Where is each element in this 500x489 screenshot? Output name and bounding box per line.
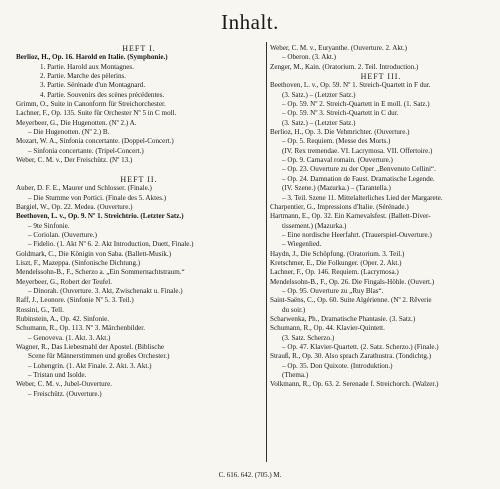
section-heading: HEFT III. xyxy=(360,72,402,82)
contents-entry: 3. Partie. Sérénade d'un Montagnard. xyxy=(40,81,146,90)
contents-entry: Weber, C. M. v., Der Freischütz. (Nº 13.) xyxy=(16,156,133,165)
contents-entry: Beethoven, L. v., Op. 9. Nº 1. Streichtrio. (Letzter Satz.) xyxy=(16,212,184,221)
contents-entry: (3. Satz. Scherzo.) xyxy=(282,333,335,342)
contents-entry: – Tristan und Isolde. xyxy=(28,371,87,380)
contents-entry: – Fidelio. (1. Akt Nº 6. 2. Akt Introduction, Duett, Finale.) xyxy=(28,240,194,249)
contents-entry: Lachner, F., Op. 146. Requiem. (Lacrymosa.) xyxy=(270,268,399,277)
contents-entry: Scene für Männerstimmen und großes Orchester.) xyxy=(28,352,170,361)
contents-entry: Kretschmer, E., Die Folkunger. (Oper. 2. Akt.) xyxy=(270,258,402,267)
contents-entry: Lachner, F., Op. 135. Suite für Orchester Nº 5 in C moll. xyxy=(16,109,177,118)
contents-entry: – Op. 59. Nº 3. Streich-Quartett in C dur. xyxy=(282,109,399,118)
contents-entry: Berlioz, H., Op. 16. Harold en Italie. (Symphonie.) xyxy=(16,53,168,62)
contents-entry: – Dinorah. (Ouverture. 3. Akt, Zwischenakt u. Finale.) xyxy=(28,286,183,295)
contents-entry: Schumann, R., Op. 44. Klavier-Quintett. xyxy=(270,324,385,333)
contents-entry: Charpentier, G., Impressions d'Italie. (Sérénade.) xyxy=(270,202,409,211)
contents-entry: Weber, C. M. v., Jubel-Ouverture. xyxy=(16,380,112,389)
contents-entry: Zenger, M., Kain. (Oratorium. 2. Teil. Introduction.) xyxy=(270,62,419,71)
contents-entry: – 9te Sinfonie. xyxy=(28,221,70,230)
contents-entry: Hartmann, E., Op. 32. Ein Karnevalsfest. (Ballett-Diver- xyxy=(270,212,431,221)
contents-entry: Liszt, F., Mazeppa. (Sinfonische Dichtung.) xyxy=(16,258,141,267)
contents-entry: (IV. Szene.) (Mazurka.) – (Tarantella.) xyxy=(282,184,391,193)
contents-entry: Haydn, J., Die Schöpfung. (Oratorium. 3. Teil.) xyxy=(270,249,405,258)
contents-entry: Saint-Saëns, C., Op. 60. Suite Algérienne. (Nº 2. Rêverie xyxy=(270,296,432,305)
plate-number: C. 616. 642. (705.) M. xyxy=(218,471,282,479)
column-divider xyxy=(266,42,267,462)
contents-entry: Mendelssohn-B., F., Scherzo a. „Ein Sommernachtstraum.“ xyxy=(16,268,185,277)
contents-entry: – Die Stumme von Portici. (Finale des 5. Aktes.) xyxy=(28,193,167,202)
contents-entry: 1. Partie. Harold aux Montagnes. xyxy=(40,62,134,71)
contents-entry: – Op. 95. Ouverture zu „Ruy Blas“. xyxy=(282,286,384,295)
contents-entry: Rubinstein, A., Op. 42. Sinfonie. xyxy=(16,314,110,323)
contents-entry: (IV. Rex tremendae. VI. Lacrymosa. VII. Offertoire.) xyxy=(282,146,433,155)
contents-entry: Raff, J., Leonore. (Sinfonie Nº 5. 3. Teil.) xyxy=(16,296,134,305)
contents-entry: – Op. 59. Nº 2. Streich-Quartett in E moll. (1. Satz.) xyxy=(282,100,430,109)
contents-entry: tissement.) (Mazurka.) xyxy=(282,221,347,230)
contents-entry: – Sinfonia concertante. (Tripel-Concert.) xyxy=(28,146,144,155)
contents-entry xyxy=(16,165,262,174)
contents-entry: Weber, C. M. v., Euryanthe. (Ouverture. 2. Akt.) xyxy=(270,44,407,52)
contents-entry: Meyerbeer, G., Robert der Teufel. xyxy=(16,277,112,286)
contents-entry: Wagner, R., Das Liebesmahl der Apostel. (Biblische xyxy=(16,343,165,351)
contents-entry: (3. Satz.) – (Letzter Satz.) xyxy=(282,118,356,127)
contents-entry: 2. Partie. Marche des pèlerins. xyxy=(40,72,127,81)
contents-entry: – Freischütz. (Ouverture.) xyxy=(28,389,102,398)
contents-entry: – Die Hugenotten. (Nº 2.) B. xyxy=(28,128,110,137)
contents-entry: – Op. 24. Damnation de Faust. Dramatische Legende. xyxy=(282,174,435,183)
contents-entry: – 3. Teil. Szene 11. Mittelalterliches Lied der Margarete. xyxy=(282,193,443,202)
contents-entry: Grimm, O., Suite in Canonform für Streichorchester. xyxy=(16,100,166,109)
contents-entry: Mendelssohn-B., F., Op. 26. Die Fingals-Höhle. (Ouvert.) xyxy=(270,277,435,286)
contents-entry: – Op. 47. Klavier-Quartett. (2. Satz. Scherzo.) (Finale.) xyxy=(282,343,439,351)
contents-right-column xyxy=(270,44,492,390)
contents-entry: Beethoven, L. v., Op. 59. Nº 1. Streich-Quartett in F dur. xyxy=(270,81,431,90)
contents-entry: Meyerbeer, G., Die Hugenotten. (Nº 2.) A. xyxy=(16,118,137,127)
contents-entry: – Genoveva. (1. Akt. 3. Akt.) xyxy=(28,333,111,342)
section-heading: HEFT II. xyxy=(120,174,158,184)
contents-entry: – Coriolan. (Ouverture.) xyxy=(28,230,97,239)
contents-entry: Scharwenka, Ph., Dramatische Phantasie. (3. Satz.) xyxy=(270,314,416,323)
contents-entry: Goldmark, C., Die Königin von Saba. (Ballett-Musik.) xyxy=(16,249,172,258)
contents-entry: du soir.) xyxy=(282,305,306,314)
contents-entry: – Wiegenlied. xyxy=(282,240,322,249)
contents-entry: Bargiel, W., Op. 22. Medea. (Ouverture.) xyxy=(16,202,133,211)
contents-entry: – Op. 23. Ouverture zu der Oper „Benvenuto Cellini“. xyxy=(282,165,436,174)
contents-entry: – Lohengrin. (1. Akt Finale. 2. Akt. 3. Akt.) xyxy=(28,361,152,370)
contents-entry: Auber, D. F. E., Maurer und Schlosser. (Finale.) xyxy=(16,184,152,193)
section-heading: HEFT I. xyxy=(122,44,156,53)
contents-left-column xyxy=(16,44,262,399)
contents-entry: – Oberon. (3. Akt.) xyxy=(282,53,336,62)
contents-entry: – Op. 9. Carnaval romain. (Ouverture.) xyxy=(282,156,393,165)
contents-entry: – Op. 35. Don Quixote. (Introduktion.) xyxy=(282,361,393,370)
contents-entry: Schumann, R., Op. 113. Nº 3. Märchenbilder. xyxy=(16,324,146,333)
contents-entry: Volkmann, R., Op. 63. 2. Serenade f. Streichorch. (Walzer.) xyxy=(270,380,439,389)
contents-entry: Mozart, W. A., Sinfonia concertante. (Doppel-Concert.) xyxy=(16,137,174,146)
contents-entry: Rossini, G., Tell. xyxy=(16,305,64,314)
contents-entry: – Eine nordische Heerfahrt. (Trauerspiel-Ouverture.) xyxy=(282,230,432,239)
contents-entry: (3. Satz.) – (Letzter Satz.) xyxy=(282,90,356,99)
contents-entry: – Op. 5. Requiem. (Messe des Morts.) xyxy=(282,137,391,146)
contents-entry: (Thema.) xyxy=(282,371,309,380)
contents-entry: Berlioz, H., Op. 3. Die Vehmrichter. (Ouverture.) xyxy=(270,128,410,137)
contents-entry: Strauß, R., Op. 30. Also sprach Zarathustra. (Tondichtg.) xyxy=(270,352,432,361)
page-title: Inhalt. xyxy=(221,10,279,34)
contents-entry: 4. Partie. Souvenirs des scènes précédentes. xyxy=(40,90,165,99)
